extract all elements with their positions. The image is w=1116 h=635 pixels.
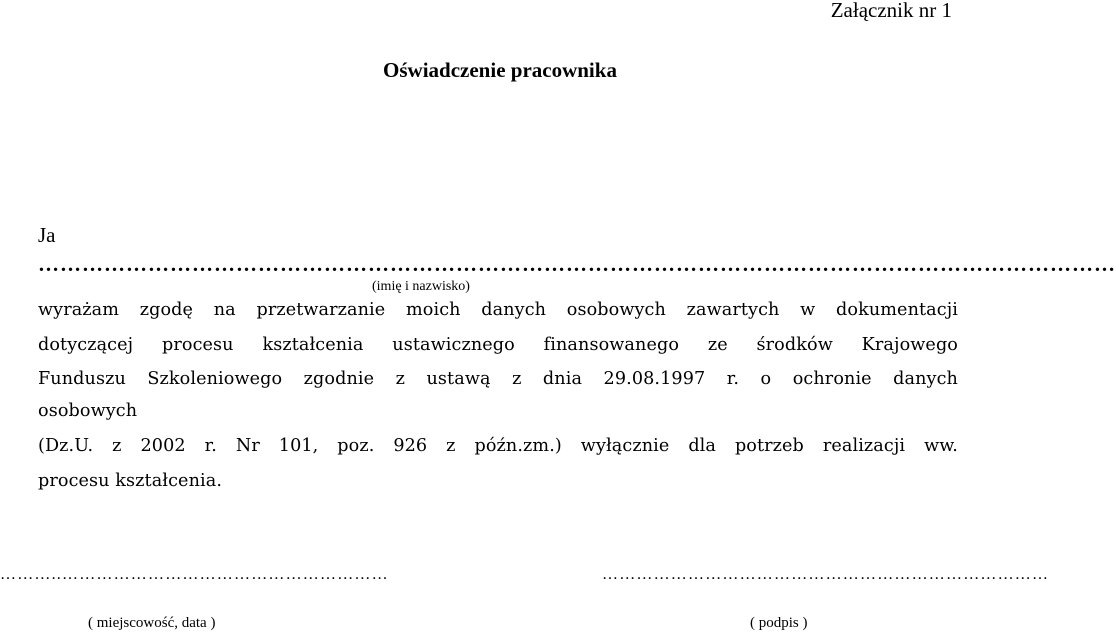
signature-fill-line: …………………………………………………………………… — [602, 566, 1050, 583]
body-line: dotyczącej procesu kształcenia ustawicznego finansowanego ze środków Krajowego — [38, 335, 958, 355]
body-line: osobowych — [38, 401, 138, 421]
place-date-caption: ( miejscowość, data ) — [88, 615, 216, 631]
intro-text: Ja — [38, 223, 56, 247]
name-fill-line: ………………………………………………………………………………………………………………………………… — [38, 252, 1116, 276]
body-line: procesu kształcenia. — [38, 471, 223, 491]
place-date-fill-line: ………..………………………………………………… — [0, 566, 389, 583]
body-line: Funduszu Szkoleniowego zgodnie z ustawą z dnia 29.08.1997 r. o ochronie danych — [38, 369, 958, 389]
document-title: Oświadczenie pracownika — [383, 58, 617, 82]
signature-caption: ( podpis ) — [750, 615, 808, 631]
name-caption: (imię i nazwisko) — [372, 279, 470, 294]
annex-label: Załącznik nr 1 — [830, 0, 952, 22]
body-line: wyrażam zgodę na przetwarzanie moich danych osobowych zawartych w dokumentacji — [38, 300, 958, 320]
body-line: (Dz.U. z 2002 r. Nr 101, poz. 926 z późn.zm.) wyłącznie dla potrzeb realizacji ww. — [38, 436, 958, 456]
